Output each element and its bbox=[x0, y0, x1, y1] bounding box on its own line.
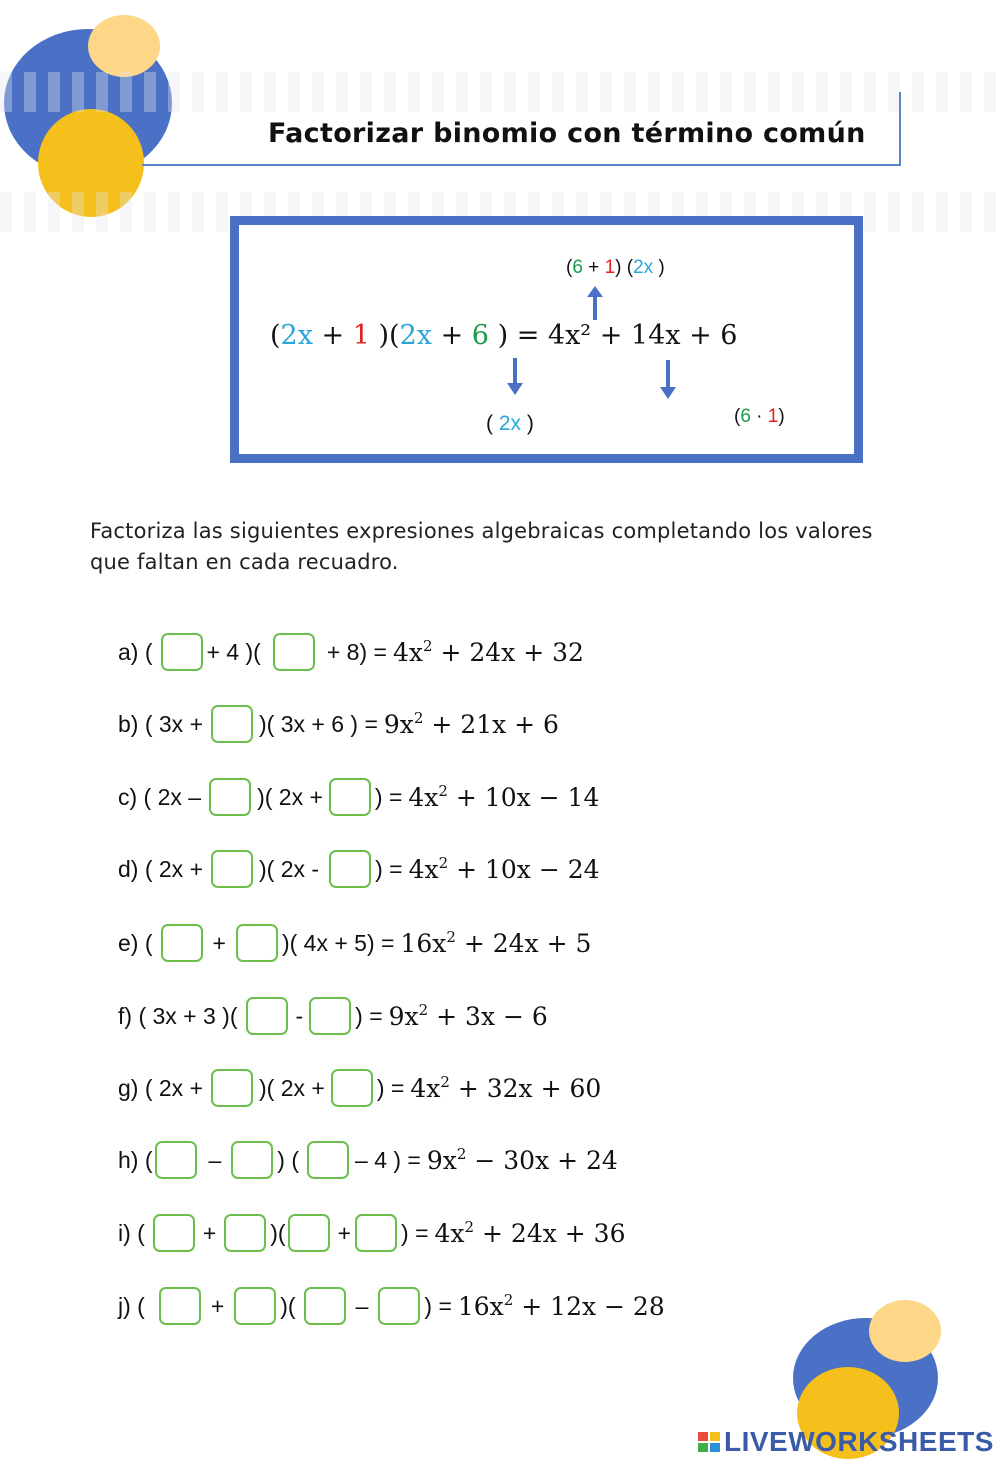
answer-box[interactable] bbox=[288, 1214, 330, 1252]
answer-box[interactable] bbox=[273, 633, 315, 671]
liveworksheets-logo: LIVEWORKSHEETS bbox=[698, 1426, 994, 1458]
background-band bbox=[0, 72, 1000, 112]
arrow-down-icon bbox=[658, 360, 678, 400]
decor-circle-orange bbox=[88, 15, 160, 77]
answer-box[interactable] bbox=[159, 1287, 201, 1325]
exercise-a: a) ( + 4 )( + 8) = $4x^2 + 24x + 32$ bbox=[118, 630, 584, 674]
exercise-i: i) ( + )( + ) = $4x^2 + 24x + 36$ bbox=[118, 1211, 625, 1255]
answer-box[interactable] bbox=[155, 1141, 197, 1179]
answer-box[interactable] bbox=[246, 997, 288, 1035]
example-right-label: (6 · 1) bbox=[734, 406, 785, 427]
example-equation: (2x + 1 )(2x + 6 ) = 4x² + 14x + 6 bbox=[270, 320, 738, 351]
answer-box[interactable] bbox=[355, 1214, 397, 1252]
decor-circle-orange bbox=[869, 1300, 941, 1362]
answer-box[interactable] bbox=[224, 1214, 266, 1252]
exercise-d: d) ( 2x + )( 2x - ) = $4x^2 + 10x - 24$ bbox=[118, 847, 600, 891]
answer-box[interactable] bbox=[236, 924, 278, 962]
logo-mark-icon bbox=[698, 1432, 720, 1452]
answer-box[interactable] bbox=[211, 1069, 253, 1107]
title-side-line bbox=[899, 92, 901, 166]
instructions: Factoriza las siguientes expresiones algebraicas completando los valores que faltan en cada recuadro. bbox=[90, 519, 873, 574]
exercise-j: j) ( + )( – ) = $16x^2 + 12x - 28$ bbox=[118, 1284, 665, 1328]
example-above-label: (6 + 1) (2x ) bbox=[566, 257, 665, 278]
answer-box[interactable] bbox=[161, 633, 203, 671]
answer-box[interactable] bbox=[161, 924, 203, 962]
arrow-up-icon bbox=[585, 286, 605, 322]
example-left-label: ( 2x ) bbox=[486, 412, 534, 435]
exercise-b: b) ( 3x + )( 3x + 6 ) = $9x^2 + 21x + 6$ bbox=[118, 702, 559, 746]
answer-box[interactable] bbox=[378, 1287, 420, 1325]
answer-box[interactable] bbox=[329, 850, 371, 888]
answer-box[interactable] bbox=[153, 1214, 195, 1252]
answer-box[interactable] bbox=[309, 997, 351, 1035]
answer-box[interactable] bbox=[211, 705, 253, 743]
exercise-c: c) ( 2x – )( 2x + ) = $4x^2 + 10x - 14$ bbox=[118, 775, 599, 819]
exercise-f: f) ( 3x + 3 )( - ) = $9x^2 + 3x - 6$ bbox=[118, 994, 548, 1038]
answer-box[interactable] bbox=[209, 778, 251, 816]
answer-box[interactable] bbox=[304, 1287, 346, 1325]
answer-box[interactable] bbox=[211, 850, 253, 888]
title-underline bbox=[142, 164, 900, 166]
page-title: Factorizar binomio con término común bbox=[268, 118, 866, 149]
answer-box[interactable] bbox=[331, 1069, 373, 1107]
answer-box[interactable] bbox=[231, 1141, 273, 1179]
exercise-g: g) ( 2x + )( 2x + ) = $4x^2 + 32x + 60$ bbox=[118, 1066, 601, 1110]
answer-box[interactable] bbox=[329, 778, 371, 816]
answer-box[interactable] bbox=[234, 1287, 276, 1325]
answer-box[interactable] bbox=[307, 1141, 349, 1179]
arrow-down-icon bbox=[505, 358, 525, 396]
exercise-h: h) ( – ) ( – 4 ) = $9x^2 - 30x + 24$ bbox=[118, 1138, 618, 1182]
exercise-e: e) ( + )( 4x + 5) = $16x^2 + 24x + 5$ bbox=[118, 921, 591, 965]
